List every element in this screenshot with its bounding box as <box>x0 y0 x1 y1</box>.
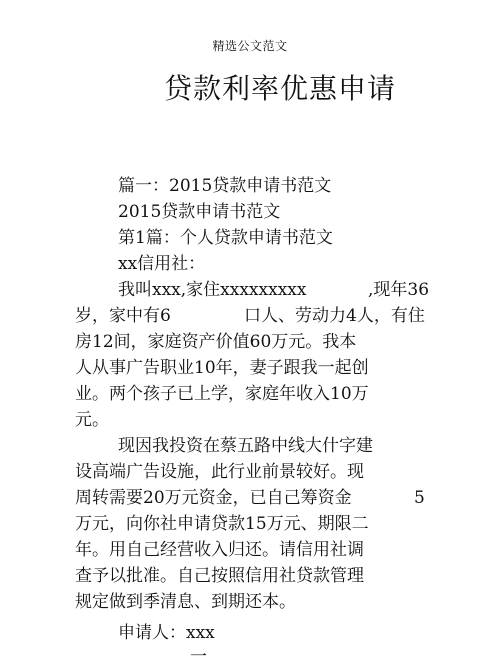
paragraph2-line-7: 规定做到季清息、到期还本。 <box>75 592 296 612</box>
page-header-note: 精选公文范文 <box>212 39 288 53</box>
paragraph2-line-6: 查予以批准。自己按照信用社贷款管理 <box>75 566 364 586</box>
paragraph2-line-1: 现因我投资在蔡五路中线大什字建 <box>118 436 373 456</box>
paragraph1-line-2b: 口人、劳动力4人，有住 <box>244 306 425 326</box>
paragraph1-line-1a: 我叫xxx,家住xxxxxxxxx <box>118 280 307 300</box>
paragraph1-line-2a: 岁，家中有6 <box>75 306 171 326</box>
paragraph1-line-5: 业。两个孩子已上学，家庭年收入10万 <box>75 384 369 404</box>
paragraph1-line-3: 房12间，家庭资产价值60万元。我本 <box>75 332 357 352</box>
paragraph2-line-4: 万元，向你社申请贷款15万元、期限二 <box>75 514 369 534</box>
paragraph1-line-4: 人从事广告职业10年，妻子跟我一起创 <box>75 358 369 378</box>
heading-line-3: 第1篇：个人贷款申请书范文 <box>118 228 333 248</box>
paragraph1-line-6: 元。 <box>75 410 109 430</box>
document-title: 贷款利率优惠申请 <box>164 72 397 105</box>
salutation-line: xx信用社： <box>118 254 206 274</box>
heading-line-2: 2015贷款申请书范文 <box>118 202 281 222</box>
paragraph1-line-1b: ,现年36 <box>368 280 430 300</box>
partial-next-line: 一 <box>190 647 207 658</box>
signature-line: 申请人：xxx <box>118 623 215 643</box>
paragraph2-line-3a: 周转需要20万元资金，已自己筹资金 <box>75 488 352 508</box>
paragraph2-line-5: 年。用自己经营收入归还。请信用社调 <box>75 540 364 560</box>
paragraph2-line-2: 设高端广告设施，此行业前景较好。现 <box>75 462 364 482</box>
paragraph2-line-3b: 5 <box>414 488 425 508</box>
heading-line-1: 篇一：2015贷款申请书范文 <box>118 176 332 196</box>
